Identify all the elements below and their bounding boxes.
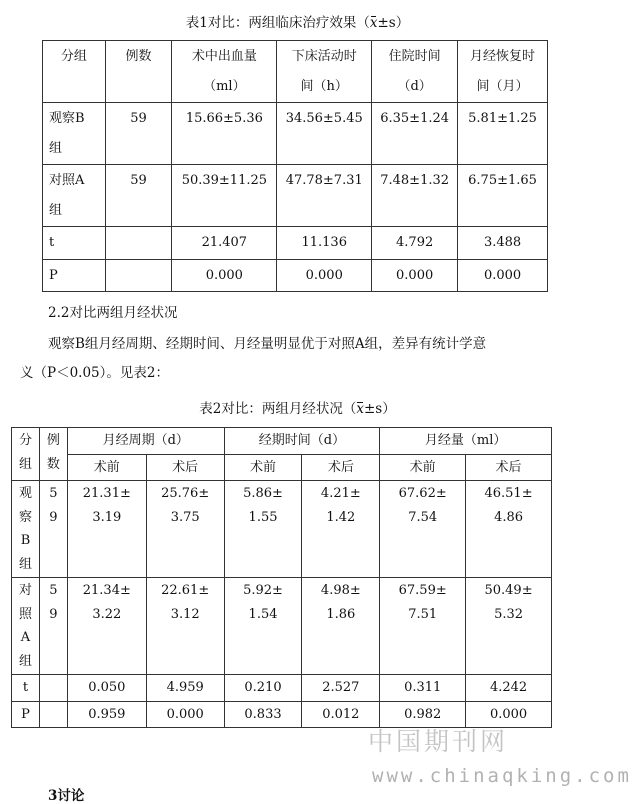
cell-line: 3.488 (483, 235, 522, 250)
table2-subheader-cell: 术后 (466, 454, 552, 481)
table2-value-cell (224, 481, 302, 578)
cell-line: 0.000 (483, 267, 522, 283)
cell-line: 1.42 (326, 509, 356, 525)
cell-line: 照 (18, 606, 32, 622)
cell-line: 21.407 (201, 235, 248, 250)
cell-line: 4.242 (489, 680, 528, 695)
cell-line: 察 (18, 509, 32, 525)
table1-header-row (43, 41, 548, 103)
cell-line: 组 (18, 653, 32, 669)
cell-line: 3.19 (92, 509, 122, 525)
table1-n-cell (105, 227, 172, 260)
watermark-cn: 中国期刊网 (368, 727, 509, 756)
cell-line: B (20, 533, 31, 548)
table2-row (12, 675, 552, 702)
table2-n-cell (39, 701, 67, 728)
cell-line: 0.000 (166, 706, 204, 722)
cell-line: 分组 (60, 49, 87, 64)
cell-line: 对 (18, 583, 32, 598)
cell-line: 例数 (125, 49, 152, 64)
table1-header-cell (43, 41, 106, 103)
table2-value-cell (380, 675, 466, 702)
table2-value-cell (67, 675, 146, 702)
cell-line: 5 (49, 486, 58, 501)
table1-group-cell (43, 165, 106, 227)
table2-body (12, 428, 552, 728)
table2-value-cell (146, 578, 224, 675)
table1-header-cell (277, 41, 372, 103)
table1-row (43, 227, 548, 260)
cell-line: 22.61± (161, 583, 210, 598)
table2-value-cell (302, 481, 380, 578)
cell-line: 观察B (49, 111, 85, 126)
table1-n-cell (105, 103, 172, 165)
section-paragraph-line1: 观察B组月经周期、经期时间、月经量明显优于对照A组，差异有统计学意 (48, 336, 487, 352)
cell-line: 0.000 (205, 267, 243, 283)
table1-body (43, 41, 548, 292)
table2-row (12, 578, 552, 675)
cell-line: 住院时间 (388, 49, 441, 64)
cell-line: 34.56±5.45 (285, 111, 363, 126)
cell-line: P (49, 267, 58, 283)
cell-line: 6.75±1.65 (468, 173, 537, 188)
cell-line: 0.000 (396, 267, 434, 283)
cell-line: 7.54 (408, 509, 438, 525)
cell-line: 间（h） (300, 78, 348, 94)
table2-value-cell (146, 701, 224, 728)
table2-subheader-cell: 术前 (224, 454, 302, 481)
table1-value-cell (172, 103, 277, 165)
cell-line: 5.92± (243, 583, 283, 598)
table2-subheader-cell: 术前 (380, 454, 466, 481)
table1-value-cell (172, 259, 277, 292)
table1-group-cell (43, 259, 106, 292)
cell-line: 0.833 (244, 706, 282, 722)
table2-caption-prefix: 表2对比：两组月经状况（ (199, 401, 357, 417)
next-section-heading: 3讨论 (48, 788, 85, 804)
cell-line: 组 (18, 456, 32, 472)
table2-subheader-cell: 术后 (302, 454, 380, 481)
watermark-url: www.chinaqking.com (372, 765, 632, 787)
table1-header-cell (458, 41, 548, 103)
cell-line: 0.012 (322, 706, 360, 722)
table1 (42, 40, 548, 292)
table1-n-cell (105, 165, 172, 227)
cell-line: 50.39±11.25 (181, 173, 268, 188)
table2-value-cell (466, 578, 552, 675)
table1-value-cell (277, 227, 372, 260)
table2-n-header (39, 428, 67, 481)
cell-line: 0.982 (404, 706, 442, 722)
cell-line: 术中出血量 (191, 49, 257, 64)
cell-line: 0.000 (489, 706, 528, 722)
table1-caption (0, 11, 595, 31)
table2-value-cell (67, 701, 146, 728)
table1-group-cell (43, 103, 106, 165)
table1-row (43, 259, 548, 292)
cell-line: 15.66±5.36 (185, 111, 263, 126)
table2-header-row (12, 428, 552, 455)
table1-value-cell (372, 103, 458, 165)
cell-line: 67.62± (398, 486, 447, 501)
cell-line: 0.210 (244, 680, 282, 695)
cell-line: 4.959 (166, 680, 204, 695)
cell-line: t (22, 680, 29, 695)
table2-value-cell (302, 675, 380, 702)
cell-line: 67.59± (398, 583, 447, 598)
cell-line: 21.34± (82, 583, 131, 598)
cell-line: 11.136 (301, 235, 347, 250)
cell-line: A (20, 630, 31, 645)
section-heading: 2.2对比两组月经状况 (48, 305, 178, 321)
cell-line: 0.959 (88, 706, 126, 722)
cell-line: 50.49± (484, 583, 533, 598)
table1-value-cell (172, 165, 277, 227)
table1-value-cell (372, 165, 458, 227)
section-paragraph-line2: 义（P＜0.05）。见表2： (20, 365, 169, 381)
cell-line: 25.76± (161, 486, 210, 501)
table1-value-cell (458, 259, 548, 292)
table2-n-cell (39, 675, 67, 702)
table2-value-cell (224, 675, 302, 702)
table2-group-cell (12, 578, 40, 675)
cell-line: 0.311 (404, 680, 442, 695)
table1-group-cell (43, 227, 106, 260)
table1-caption-suffix: ±s） (377, 15, 410, 31)
cell-line: 59 (130, 173, 147, 188)
cell-line: 数 (46, 456, 60, 472)
table1-header-cell (105, 41, 172, 103)
cell-line: 5.81±1.25 (468, 111, 537, 126)
cell-line: 间（月） (476, 78, 529, 94)
cell-line: 59 (130, 111, 147, 126)
table1-n-cell (105, 259, 172, 292)
cell-line: 2.527 (322, 680, 360, 695)
cell-line: 组 (18, 556, 32, 572)
table1-caption-xbar: x (369, 15, 378, 31)
table2-row (12, 481, 552, 578)
table1-header-cell (372, 41, 458, 103)
table1-value-cell (372, 227, 458, 260)
table2-group-cell (12, 701, 40, 728)
cell-line: 9 (49, 606, 58, 622)
cell-line: 月经恢复时 (470, 49, 536, 64)
table1-row (43, 165, 548, 227)
cell-line: （ml） (203, 78, 246, 94)
cell-line: 5.86± (243, 486, 283, 501)
cell-line: 1.55 (248, 509, 278, 525)
cell-line: 5 (49, 583, 58, 598)
cell-line: 0.000 (305, 267, 343, 283)
cell-line: 3.75 (170, 509, 200, 525)
cell-line: 分 (18, 433, 32, 448)
cell-line: 21.31± (82, 486, 131, 501)
table2-subheader-cell: 术后 (146, 454, 224, 481)
table2-metric-header: 月经量（ml） (380, 428, 552, 455)
cell-line: 7.48±1.32 (380, 173, 450, 188)
table1-value-cell (277, 165, 372, 227)
table1-header-cell (172, 41, 277, 103)
cell-line: 观 (18, 486, 32, 501)
cell-line: 4.98± (320, 583, 361, 598)
table2-value-cell (67, 481, 146, 578)
table2-value-cell (224, 701, 302, 728)
cell-line: 4.21± (320, 486, 361, 501)
cell-line: 例 (46, 433, 60, 448)
cell-line: 6.35±1.24 (380, 111, 450, 126)
table2-value-cell (67, 578, 146, 675)
cell-line: P (21, 706, 30, 722)
cell-line: 1.86 (326, 606, 356, 622)
cell-line: 组 (49, 202, 63, 218)
cell-line: 9 (49, 509, 58, 525)
table2-caption-xbar: x (356, 401, 364, 417)
cell-line: 7.51 (408, 606, 438, 622)
table1-value-cell (458, 165, 548, 227)
cell-line: 5.32 (494, 606, 524, 622)
table2-value-cell (146, 675, 224, 702)
cell-line: 47.78±7.31 (285, 173, 363, 188)
table2-group-cell (12, 675, 40, 702)
table2-subheader-row (12, 454, 552, 481)
cell-line: 下床活动时 (291, 49, 357, 64)
table2-value-cell (224, 578, 302, 675)
table1-caption-prefix: 表1对比：两组临床治疗效果（ (185, 15, 370, 31)
table1-value-cell (372, 259, 458, 292)
table1-value-cell (458, 227, 548, 260)
table2-subheader-cell: 术前 (67, 454, 146, 481)
cell-line: t (49, 235, 55, 250)
cell-line: 3.22 (92, 606, 122, 622)
cell-line: 0.050 (88, 680, 126, 695)
table1-value-cell (458, 103, 548, 165)
cell-line: （d） (397, 78, 432, 94)
table1-value-cell (172, 227, 277, 260)
table2 (11, 427, 552, 728)
table2-metric-header: 月经周期（d） (67, 428, 224, 455)
table1-row (43, 103, 548, 165)
table2-n-cell (39, 578, 67, 675)
table2-value-cell (466, 675, 552, 702)
table1-value-cell (277, 259, 372, 292)
cell-line: 4.792 (396, 235, 434, 250)
table2-group-cell (12, 481, 40, 578)
table2-value-cell (302, 578, 380, 675)
table2-group-header (12, 428, 40, 481)
table2-caption-suffix: ±s） (363, 401, 396, 417)
cell-line: 组 (49, 140, 63, 156)
cell-line: 对照A (49, 173, 85, 188)
table2-value-cell (466, 481, 552, 578)
table2-value-cell (380, 578, 466, 675)
table2-n-cell (39, 481, 67, 578)
table2-metric-header: 经期时间（d） (224, 428, 380, 455)
cell-line: 4.86 (494, 509, 524, 525)
table2-caption (0, 397, 595, 417)
table2-value-cell (146, 481, 224, 578)
cell-line: 1.54 (248, 606, 278, 622)
table1-value-cell (277, 103, 372, 165)
table2-value-cell (380, 481, 466, 578)
cell-line: 3.12 (170, 606, 200, 622)
cell-line: 46.51± (484, 486, 533, 501)
